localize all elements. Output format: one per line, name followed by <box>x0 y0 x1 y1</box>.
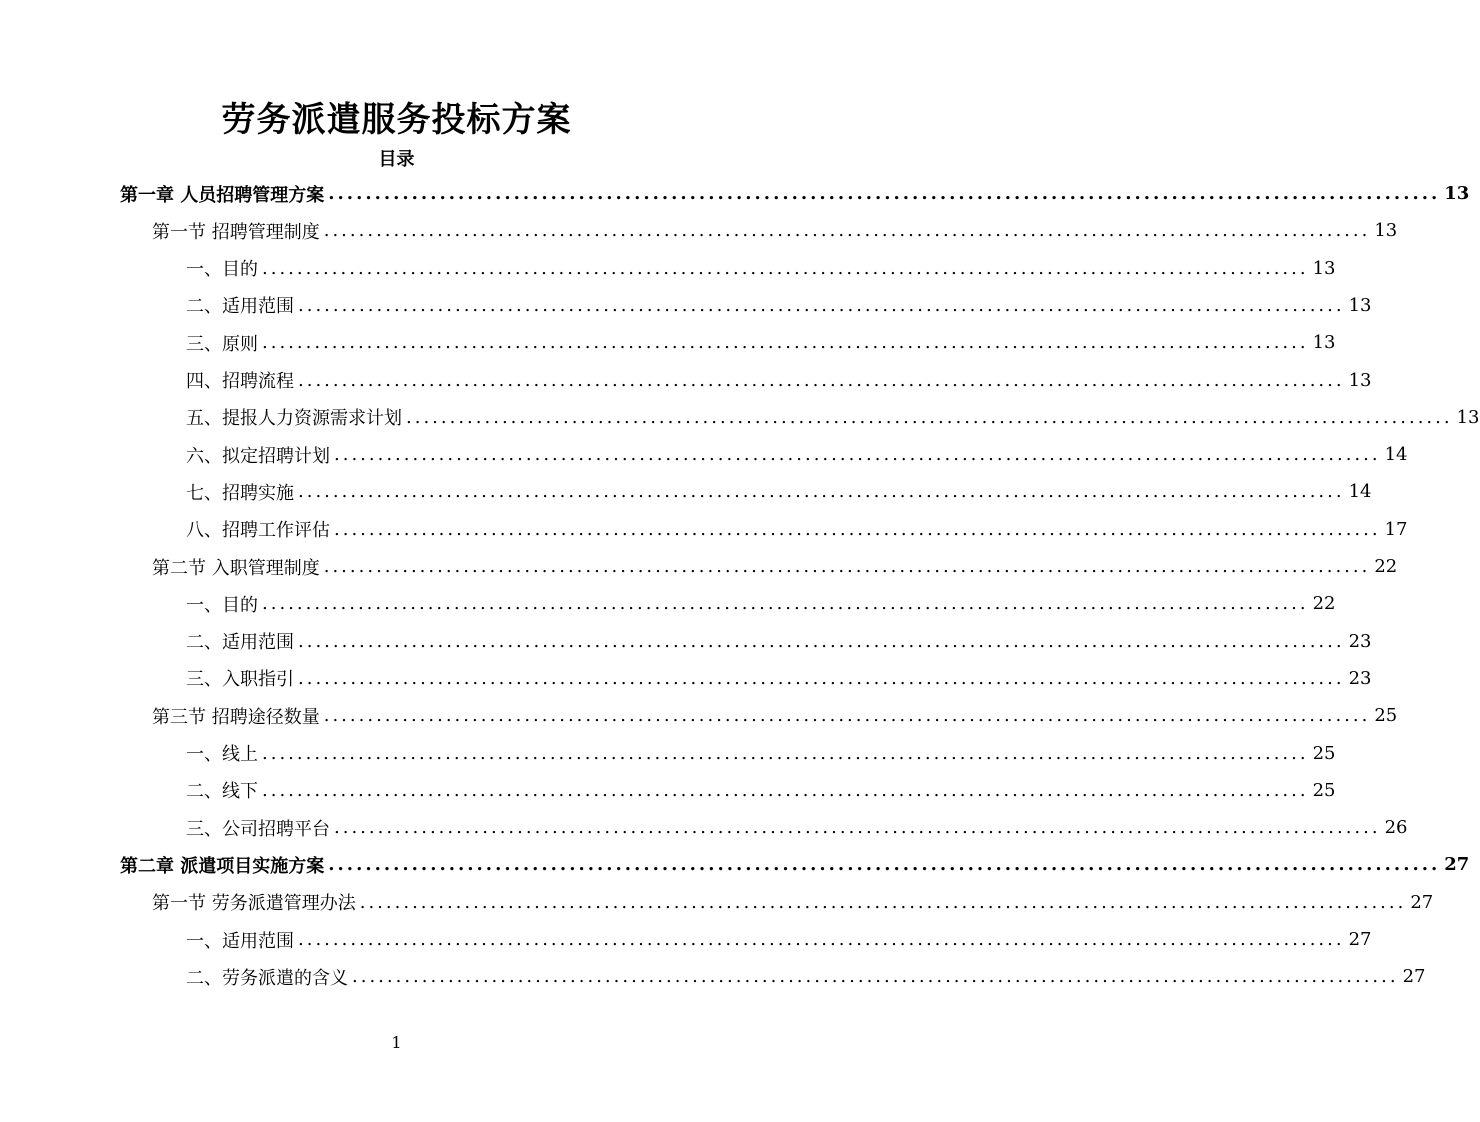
toc-entry-label: 五、提报人力资源需求计划 <box>186 408 402 430</box>
toc-leader-dots: ........................................................................................................................ <box>262 742 1309 764</box>
toc-entry[interactable] <box>152 884 1434 921</box>
toc-leader-dots: ........................................................................................................................ <box>298 294 1345 316</box>
toc-entry-page: 13 <box>1348 369 1372 391</box>
toc-entry-page: 27 <box>1402 966 1426 988</box>
toc-entry-label: 一、适用范围 <box>186 930 294 952</box>
toc-leader-dots: ........................................................................................................................ <box>334 817 1381 839</box>
toc-entry-page: 23 <box>1348 630 1372 652</box>
toc-entry[interactable] <box>186 623 1372 660</box>
toc-entry-page: 13 <box>1312 257 1336 279</box>
toc-leader-dots: ........................................................................................................................ <box>262 779 1309 801</box>
toc-entry-page: 27 <box>1410 891 1434 913</box>
toc-entry[interactable] <box>186 735 1336 772</box>
toc-leader-dots: ........................................................................................................................ <box>298 630 1345 652</box>
toc-entry[interactable] <box>186 809 1408 846</box>
toc-entry-page: 25 <box>1312 779 1336 801</box>
toc-entry-page: 22 <box>1312 593 1336 615</box>
toc-leader-dots: ........................................................................................................................ <box>262 332 1309 354</box>
toc-entry-page: 13 <box>1444 183 1470 204</box>
toc-entry-label: 二、线下 <box>186 781 258 803</box>
toc-entry-label: 六、拟定招聘计划 <box>186 445 330 467</box>
toc-entry-page: 23 <box>1348 667 1372 689</box>
toc-entry-page: 26 <box>1384 817 1408 839</box>
toc-entry[interactable] <box>186 473 1372 510</box>
toc-entry-page: 14 <box>1348 481 1372 503</box>
toc-leader-dots: ........................................................................................................................ <box>298 929 1345 950</box>
toc-entry-page: 22 <box>1374 556 1398 577</box>
toc-entry-label: 第一节 劳务派遣管理办法 <box>152 893 356 915</box>
toc-leader-dots: ........................................................................................................................ <box>298 481 1345 503</box>
toc-entry-label: 二、劳务派遣的含义 <box>186 967 348 989</box>
toc-leader-dots: ........................................................................................................................ <box>298 667 1345 689</box>
toc-entry-page: 17 <box>1384 518 1408 540</box>
toc-entry-page: 27 <box>1348 929 1372 950</box>
toc-entry-label: 四、招聘流程 <box>186 371 294 392</box>
toc-entry-label: 八、招聘工作评估 <box>186 520 330 542</box>
toc-entry[interactable] <box>186 585 1336 622</box>
toc-entry[interactable] <box>186 324 1336 361</box>
toc-entry[interactable] <box>186 660 1372 697</box>
toc-entry-label: 一、目的 <box>186 259 258 281</box>
toc-entry-label: 一、线上 <box>186 744 258 765</box>
toc-leader-dots: ........................................................................................................................ <box>262 593 1309 615</box>
toc-entry-page: 25 <box>1312 742 1336 764</box>
toc-entry[interactable] <box>120 175 1470 212</box>
toc-leader-dots: ........................................................................................................................ <box>323 705 1371 727</box>
toc-leader-dots: ........................................................................................................................ <box>352 966 1399 988</box>
toc-leader-dots: ........................................................................................................................ <box>328 183 1441 204</box>
toc-entry[interactable] <box>186 362 1372 399</box>
toc-entry-label: 第三节 招聘途径数量 <box>152 706 320 728</box>
toc-entry-label: 三、公司招聘平台 <box>186 818 330 840</box>
toc-entry-page: 25 <box>1374 705 1398 727</box>
toc-entry-label: 三、入职指引 <box>186 669 294 691</box>
toc-entry-label: 二、适用范围 <box>186 632 294 654</box>
toc-entry[interactable] <box>186 921 1372 958</box>
toc-entry-label: 第二章 派遣项目实施方案 <box>120 855 325 877</box>
toc-entry[interactable] <box>152 697 1398 734</box>
toc-entry-label: 一、目的 <box>186 594 258 616</box>
toc-entry-page: 27 <box>1444 854 1470 876</box>
toc-entry[interactable] <box>186 399 1480 436</box>
toc-entry-page: 13 <box>1348 294 1372 316</box>
toc-entry-label: 七、招聘实施 <box>186 482 294 504</box>
toc-leader-dots: ........................................................................................................................ <box>323 556 1371 577</box>
toc-leader-dots: ........................................................................................................................ <box>323 220 1371 242</box>
toc-entry[interactable] <box>186 958 1426 995</box>
toc-entry-label: 三、原则 <box>186 333 258 355</box>
toc-entry-label: 第一章 人员招聘管理方案 <box>120 184 325 206</box>
toc-leader-dots: ........................................................................................................................ <box>334 444 1381 466</box>
toc-entry[interactable] <box>152 212 1398 249</box>
toc-entry[interactable] <box>186 250 1336 287</box>
toc-entry[interactable] <box>186 511 1408 548</box>
toc-entry[interactable] <box>186 436 1408 473</box>
toc-entry-label: 第二节 入职管理制度 <box>152 557 320 579</box>
toc-entry[interactable] <box>152 548 1398 585</box>
toc-entry-page: 13 <box>1456 406 1480 428</box>
toc-leader-dots: ........................................................................................................................ <box>359 891 1407 913</box>
toc-entry-page: 13 <box>1312 332 1336 354</box>
document-title: 劳务派遣服务投标方案 <box>221 100 572 140</box>
toc-entry-page: 14 <box>1384 444 1408 466</box>
toc-leader-dots: ........................................................................................................................ <box>262 257 1309 279</box>
toc-entry[interactable] <box>186 772 1336 809</box>
toc-leader-dots: ........................................................................................................................ <box>298 369 1345 391</box>
toc-entry[interactable] <box>186 287 1372 324</box>
toc-entry-label: 二、适用范围 <box>186 296 294 318</box>
toc-entry[interactable] <box>120 846 1470 883</box>
toc-leader-dots: ........................................................................................................................ <box>328 854 1441 876</box>
toc-leader-dots: ........................................................................................................................ <box>334 518 1381 540</box>
toc-leader-dots: ........................................................................................................................ <box>406 406 1453 428</box>
toc-heading: 目录 <box>378 149 415 170</box>
toc-entry-page: 13 <box>1374 220 1398 242</box>
toc-entry-label: 第一节 招聘管理制度 <box>152 221 320 243</box>
page-number: 1 <box>391 1033 402 1052</box>
